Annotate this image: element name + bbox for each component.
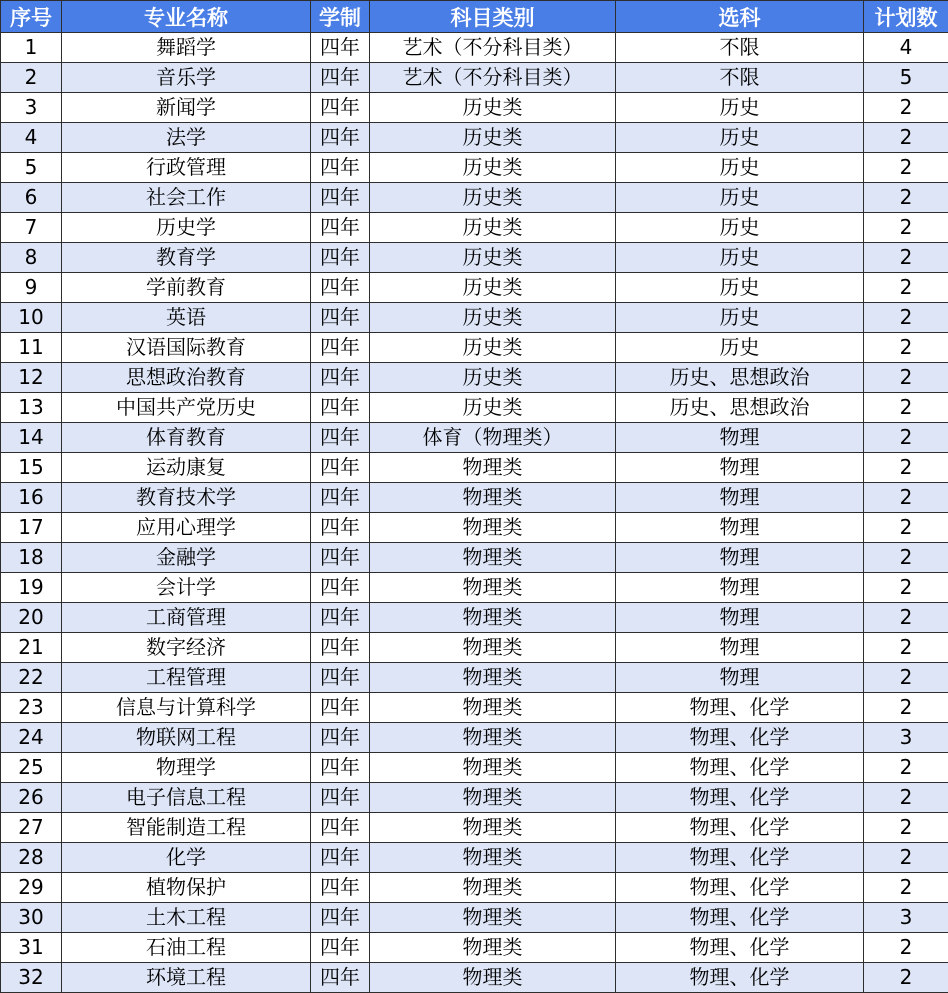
cell-index: 2	[1, 63, 62, 93]
cell-plan-count: 3	[864, 723, 948, 753]
header-major-name: 专业名称	[62, 1, 311, 33]
cell-subject-category: 物理类	[370, 783, 616, 813]
cell-plan-count: 2	[864, 783, 948, 813]
cell-major-name: 中国共产党历史	[62, 393, 311, 423]
cell-plan-count: 2	[864, 93, 948, 123]
cell-required-subjects: 物理、化学	[616, 963, 864, 993]
cell-duration: 四年	[311, 723, 370, 753]
cell-subject-category: 历史类	[370, 333, 616, 363]
cell-required-subjects: 物理、化学	[616, 723, 864, 753]
cell-major-name: 土木工程	[62, 903, 311, 933]
cell-major-name: 金融学	[62, 543, 311, 573]
cell-subject-category: 物理类	[370, 903, 616, 933]
cell-duration: 四年	[311, 543, 370, 573]
cell-subject-category: 物理类	[370, 633, 616, 663]
cell-required-subjects: 历史	[616, 273, 864, 303]
cell-duration: 四年	[311, 33, 370, 63]
table-row	[1, 183, 948, 213]
cell-major-name: 汉语国际教育	[62, 333, 311, 363]
cell-required-subjects: 历史	[616, 303, 864, 333]
cell-required-subjects: 物理	[616, 453, 864, 483]
cell-plan-count: 2	[864, 183, 948, 213]
cell-index: 25	[1, 753, 62, 783]
cell-index: 14	[1, 423, 62, 453]
cell-duration: 四年	[311, 213, 370, 243]
cell-duration: 四年	[311, 243, 370, 273]
cell-index: 10	[1, 303, 62, 333]
cell-plan-count: 2	[864, 963, 948, 993]
cell-duration: 四年	[311, 603, 370, 633]
cell-major-name: 应用心理学	[62, 513, 311, 543]
cell-major-name: 思想政治教育	[62, 363, 311, 393]
cell-duration: 四年	[311, 303, 370, 333]
cell-major-name: 社会工作	[62, 183, 311, 213]
cell-plan-count: 2	[864, 843, 948, 873]
cell-duration: 四年	[311, 783, 370, 813]
cell-duration: 四年	[311, 513, 370, 543]
cell-required-subjects: 物理、化学	[616, 873, 864, 903]
table-row	[1, 333, 948, 363]
cell-duration: 四年	[311, 813, 370, 843]
cell-index: 16	[1, 483, 62, 513]
cell-subject-category: 历史类	[370, 123, 616, 153]
table-row	[1, 753, 948, 783]
cell-major-name: 物理学	[62, 753, 311, 783]
table-row	[1, 813, 948, 843]
cell-duration: 四年	[311, 453, 370, 483]
table-header	[1, 1, 948, 33]
cell-index: 18	[1, 543, 62, 573]
table-row	[1, 723, 948, 753]
cell-index: 4	[1, 123, 62, 153]
table-row	[1, 483, 948, 513]
cell-duration: 四年	[311, 183, 370, 213]
cell-major-name: 工商管理	[62, 603, 311, 633]
cell-subject-category: 物理类	[370, 843, 616, 873]
cell-required-subjects: 不限	[616, 33, 864, 63]
cell-subject-category: 物理类	[370, 573, 616, 603]
cell-plan-count: 2	[864, 213, 948, 243]
cell-required-subjects: 历史	[616, 183, 864, 213]
cell-duration: 四年	[311, 843, 370, 873]
cell-major-name: 植物保护	[62, 873, 311, 903]
cell-required-subjects: 历史	[616, 213, 864, 243]
cell-required-subjects: 物理	[616, 573, 864, 603]
cell-index: 28	[1, 843, 62, 873]
table-row	[1, 33, 948, 63]
cell-plan-count: 2	[864, 513, 948, 543]
cell-plan-count: 5	[864, 63, 948, 93]
cell-plan-count: 2	[864, 693, 948, 723]
cell-subject-category: 物理类	[370, 543, 616, 573]
cell-plan-count: 2	[864, 573, 948, 603]
table-row	[1, 873, 948, 903]
table-row	[1, 543, 948, 573]
cell-index: 8	[1, 243, 62, 273]
cell-required-subjects: 物理	[616, 663, 864, 693]
cell-plan-count: 2	[864, 423, 948, 453]
cell-subject-category: 物理类	[370, 723, 616, 753]
cell-index: 23	[1, 693, 62, 723]
cell-duration: 四年	[311, 333, 370, 363]
header-duration: 学制	[311, 1, 370, 33]
cell-subject-category: 历史类	[370, 363, 616, 393]
table-row	[1, 303, 948, 333]
cell-index: 9	[1, 273, 62, 303]
cell-index: 1	[1, 33, 62, 63]
cell-required-subjects: 历史、思想政治	[616, 363, 864, 393]
cell-required-subjects: 物理	[616, 513, 864, 543]
cell-major-name: 舞蹈学	[62, 33, 311, 63]
cell-required-subjects: 历史	[616, 333, 864, 363]
cell-plan-count: 4	[864, 33, 948, 63]
cell-plan-count: 2	[864, 543, 948, 573]
cell-duration: 四年	[311, 123, 370, 153]
cell-subject-category: 物理类	[370, 813, 616, 843]
cell-major-name: 物联网工程	[62, 723, 311, 753]
cell-index: 29	[1, 873, 62, 903]
cell-index: 27	[1, 813, 62, 843]
cell-index: 6	[1, 183, 62, 213]
cell-required-subjects: 物理	[616, 423, 864, 453]
cell-plan-count: 2	[864, 363, 948, 393]
cell-subject-category: 历史类	[370, 243, 616, 273]
cell-subject-category: 艺术（不分科目类）	[370, 63, 616, 93]
cell-duration: 四年	[311, 963, 370, 993]
cell-required-subjects: 不限	[616, 63, 864, 93]
cell-subject-category: 历史类	[370, 153, 616, 183]
table-row	[1, 453, 948, 483]
cell-index: 7	[1, 213, 62, 243]
cell-major-name: 英语	[62, 303, 311, 333]
cell-major-name: 电子信息工程	[62, 783, 311, 813]
cell-major-name: 教育技术学	[62, 483, 311, 513]
cell-index: 22	[1, 663, 62, 693]
cell-subject-category: 历史类	[370, 273, 616, 303]
cell-major-name: 新闻学	[62, 93, 311, 123]
cell-major-name: 行政管理	[62, 153, 311, 183]
cell-plan-count: 2	[864, 453, 948, 483]
cell-required-subjects: 物理	[616, 633, 864, 663]
cell-required-subjects: 物理、化学	[616, 693, 864, 723]
cell-required-subjects: 物理	[616, 483, 864, 513]
cell-duration: 四年	[311, 153, 370, 183]
cell-plan-count: 2	[864, 753, 948, 783]
cell-major-name: 音乐学	[62, 63, 311, 93]
cell-major-name: 运动康复	[62, 453, 311, 483]
cell-major-name: 智能制造工程	[62, 813, 311, 843]
table-body	[1, 33, 948, 993]
table-row	[1, 153, 948, 183]
cell-duration: 四年	[311, 93, 370, 123]
cell-major-name: 法学	[62, 123, 311, 153]
table-row	[1, 93, 948, 123]
table-row	[1, 603, 948, 633]
cell-subject-category: 历史类	[370, 93, 616, 123]
cell-major-name: 历史学	[62, 213, 311, 243]
cell-index: 21	[1, 633, 62, 663]
cell-subject-category: 物理类	[370, 693, 616, 723]
cell-required-subjects: 物理、化学	[616, 753, 864, 783]
cell-duration: 四年	[311, 873, 370, 903]
cell-subject-category: 历史类	[370, 303, 616, 333]
cell-duration: 四年	[311, 693, 370, 723]
table-row	[1, 213, 948, 243]
cell-subject-category: 物理类	[370, 483, 616, 513]
cell-subject-category: 历史类	[370, 183, 616, 213]
cell-duration: 四年	[311, 753, 370, 783]
table-row	[1, 243, 948, 273]
cell-duration: 四年	[311, 903, 370, 933]
cell-plan-count: 2	[864, 243, 948, 273]
cell-plan-count: 2	[864, 393, 948, 423]
table-row	[1, 933, 948, 963]
header-index: 序号	[1, 1, 62, 33]
cell-required-subjects: 历史、思想政治	[616, 393, 864, 423]
cell-index: 3	[1, 93, 62, 123]
table-row	[1, 513, 948, 543]
cell-plan-count: 2	[864, 153, 948, 183]
cell-subject-category: 物理类	[370, 963, 616, 993]
cell-major-name: 教育学	[62, 243, 311, 273]
cell-index: 32	[1, 963, 62, 993]
table-row	[1, 393, 948, 423]
cell-index: 12	[1, 363, 62, 393]
table-row	[1, 273, 948, 303]
cell-duration: 四年	[311, 363, 370, 393]
cell-subject-category: 物理类	[370, 513, 616, 543]
header-row	[1, 1, 948, 33]
cell-plan-count: 2	[864, 633, 948, 663]
header-required-subjects: 选科	[616, 1, 864, 33]
cell-duration: 四年	[311, 393, 370, 423]
header-subject-category: 科目类别	[370, 1, 616, 33]
table-row	[1, 123, 948, 153]
cell-duration: 四年	[311, 633, 370, 663]
cell-subject-category: 物理类	[370, 663, 616, 693]
cell-major-name: 体育教育	[62, 423, 311, 453]
cell-plan-count: 3	[864, 903, 948, 933]
cell-subject-category: 物理类	[370, 603, 616, 633]
table-row	[1, 663, 948, 693]
cell-major-name: 石油工程	[62, 933, 311, 963]
cell-required-subjects: 物理	[616, 603, 864, 633]
cell-duration: 四年	[311, 933, 370, 963]
table-row	[1, 63, 948, 93]
cell-required-subjects: 历史	[616, 243, 864, 273]
cell-index: 19	[1, 573, 62, 603]
cell-plan-count: 2	[864, 873, 948, 903]
cell-major-name: 环境工程	[62, 963, 311, 993]
cell-duration: 四年	[311, 273, 370, 303]
cell-plan-count: 2	[864, 663, 948, 693]
header-plan-count: 计划数	[864, 1, 948, 33]
cell-duration: 四年	[311, 423, 370, 453]
cell-index: 26	[1, 783, 62, 813]
cell-index: 5	[1, 153, 62, 183]
cell-plan-count: 2	[864, 483, 948, 513]
cell-subject-category: 历史类	[370, 213, 616, 243]
cell-duration: 四年	[311, 663, 370, 693]
cell-major-name: 信息与计算科学	[62, 693, 311, 723]
cell-duration: 四年	[311, 63, 370, 93]
table-row	[1, 963, 948, 993]
cell-subject-category: 艺术（不分科目类）	[370, 33, 616, 63]
table-row	[1, 903, 948, 933]
cell-plan-count: 2	[864, 933, 948, 963]
cell-plan-count: 2	[864, 303, 948, 333]
cell-required-subjects: 物理、化学	[616, 813, 864, 843]
cell-required-subjects: 物理、化学	[616, 903, 864, 933]
cell-subject-category: 物理类	[370, 933, 616, 963]
cell-subject-category: 物理类	[370, 873, 616, 903]
cell-subject-category: 历史类	[370, 393, 616, 423]
cell-major-name: 化学	[62, 843, 311, 873]
cell-major-name: 学前教育	[62, 273, 311, 303]
cell-plan-count: 2	[864, 603, 948, 633]
cell-index: 24	[1, 723, 62, 753]
cell-plan-count: 2	[864, 273, 948, 303]
cell-index: 30	[1, 903, 62, 933]
table-row	[1, 633, 948, 663]
cell-duration: 四年	[311, 573, 370, 603]
cell-major-name: 会计学	[62, 573, 311, 603]
cell-required-subjects: 物理	[616, 543, 864, 573]
cell-required-subjects: 历史	[616, 153, 864, 183]
table-row	[1, 573, 948, 603]
cell-plan-count: 2	[864, 123, 948, 153]
cell-subject-category: 体育（物理类）	[370, 423, 616, 453]
cell-subject-category: 物理类	[370, 753, 616, 783]
cell-required-subjects: 历史	[616, 123, 864, 153]
cell-required-subjects: 历史	[616, 93, 864, 123]
cell-required-subjects: 物理、化学	[616, 933, 864, 963]
cell-major-name: 工程管理	[62, 663, 311, 693]
cell-index: 13	[1, 393, 62, 423]
table-row	[1, 423, 948, 453]
table-row	[1, 693, 948, 723]
table-row	[1, 363, 948, 393]
cell-index: 15	[1, 453, 62, 483]
cell-index: 20	[1, 603, 62, 633]
cell-subject-category: 物理类	[370, 453, 616, 483]
cell-duration: 四年	[311, 483, 370, 513]
cell-index: 31	[1, 933, 62, 963]
cell-index: 17	[1, 513, 62, 543]
cell-required-subjects: 物理、化学	[616, 783, 864, 813]
cell-major-name: 数字经济	[62, 633, 311, 663]
table-row	[1, 783, 948, 813]
cell-plan-count: 2	[864, 813, 948, 843]
cell-plan-count: 2	[864, 333, 948, 363]
table-row	[1, 843, 948, 873]
cell-index: 11	[1, 333, 62, 363]
cell-required-subjects: 物理、化学	[616, 843, 864, 873]
